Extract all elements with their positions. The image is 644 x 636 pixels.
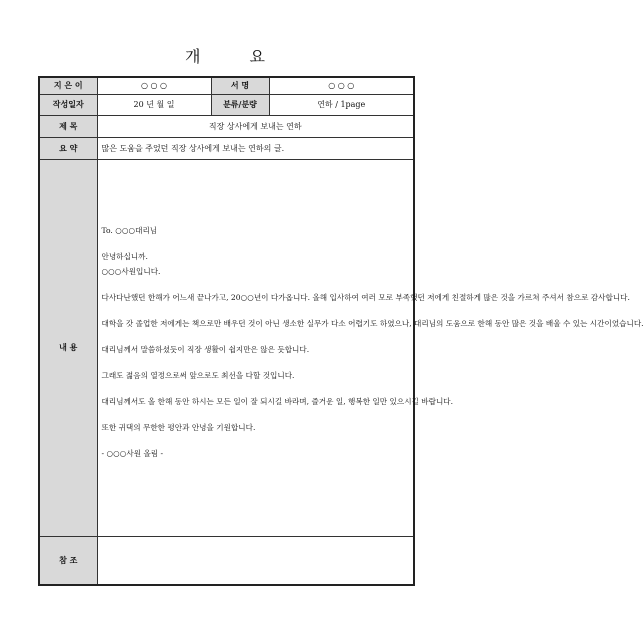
letter-closing: - ○○○사원 올림 -	[101, 449, 164, 458]
date-value[interactable]: 20 년 월 일	[97, 94, 211, 115]
subject-label: 제 목	[39, 115, 97, 137]
author-value[interactable]: ○ ○ ○	[97, 77, 211, 94]
letter-paragraph-3: 대리님께서 말씀하셨듯이 직장 생활이 쉽지만은 않은 듯합니다.	[101, 345, 310, 354]
subject-value[interactable]: 직장 상사에게 보내는 연하	[97, 115, 414, 137]
subject-row	[39, 115, 414, 137]
category-label: 분류/분량	[211, 94, 269, 115]
category-value[interactable]: 연하 / 1page	[269, 94, 414, 115]
content-row	[39, 159, 414, 536]
summary-label: 요 약	[39, 137, 97, 159]
letter-paragraph-2: 대학을 갓 졸업한 저에게는 책으로만 배우던 것이 아닌 생소한 실무가 다소 어렵기도 하였으나, 대리님의 도움으로 한해 동안 많은 것을 배울 수 있는 시간이었습니다.	[101, 319, 644, 328]
letter-paragraph-6: 또한 귀댁의 무한한 평안과 안녕을 기원합니다.	[101, 423, 256, 432]
summary-row	[39, 137, 414, 159]
summary-value[interactable]: 많은 도움을 주었던 직장 상사에게 보내는 연하의 글.	[97, 137, 414, 159]
author-label: 지 은 이	[39, 77, 97, 94]
letter-paragraph-5: 대리님께서도 올 한해 동안 하시는 모든 일이 잘 되시길 바라며, 즐거운 일, 행복한 일만 있으시길 바랍니다.	[101, 397, 454, 406]
letter-paragraph-1: 다사다난했던 한해가 어느새 끝나가고, 20○○년이 다가옵니다. 올해 입사하여 여러 모로 부족했던 저에게 친절하게 많은 것을 가르쳐 주셔서 참으로 감사합니다.	[101, 293, 630, 302]
letter-greeting-1: 안녕하십니까.	[101, 252, 148, 261]
author-row	[39, 77, 414, 94]
reference-value[interactable]	[97, 536, 414, 585]
reference-row	[39, 536, 414, 585]
letter-body[interactable]	[97, 159, 644, 536]
document-title: 개 요	[185, 47, 287, 66]
date-label: 작성일자	[39, 94, 97, 115]
signature-value[interactable]: ○ ○ ○	[269, 77, 414, 94]
reference-label: 참 조	[39, 536, 97, 585]
signature-label: 서 명	[211, 77, 269, 94]
content-label: 내 용	[39, 159, 97, 536]
outline-form-table	[38, 76, 644, 586]
letter-greeting-2: ○○○사원입니다.	[101, 267, 161, 276]
date-row	[39, 94, 414, 115]
letter-recipient: To. ○○○대리님	[101, 226, 158, 235]
letter-paragraph-4: 그래도 젊음의 열정으로써 앞으로도 최선을 다할 것입니다.	[101, 371, 295, 380]
